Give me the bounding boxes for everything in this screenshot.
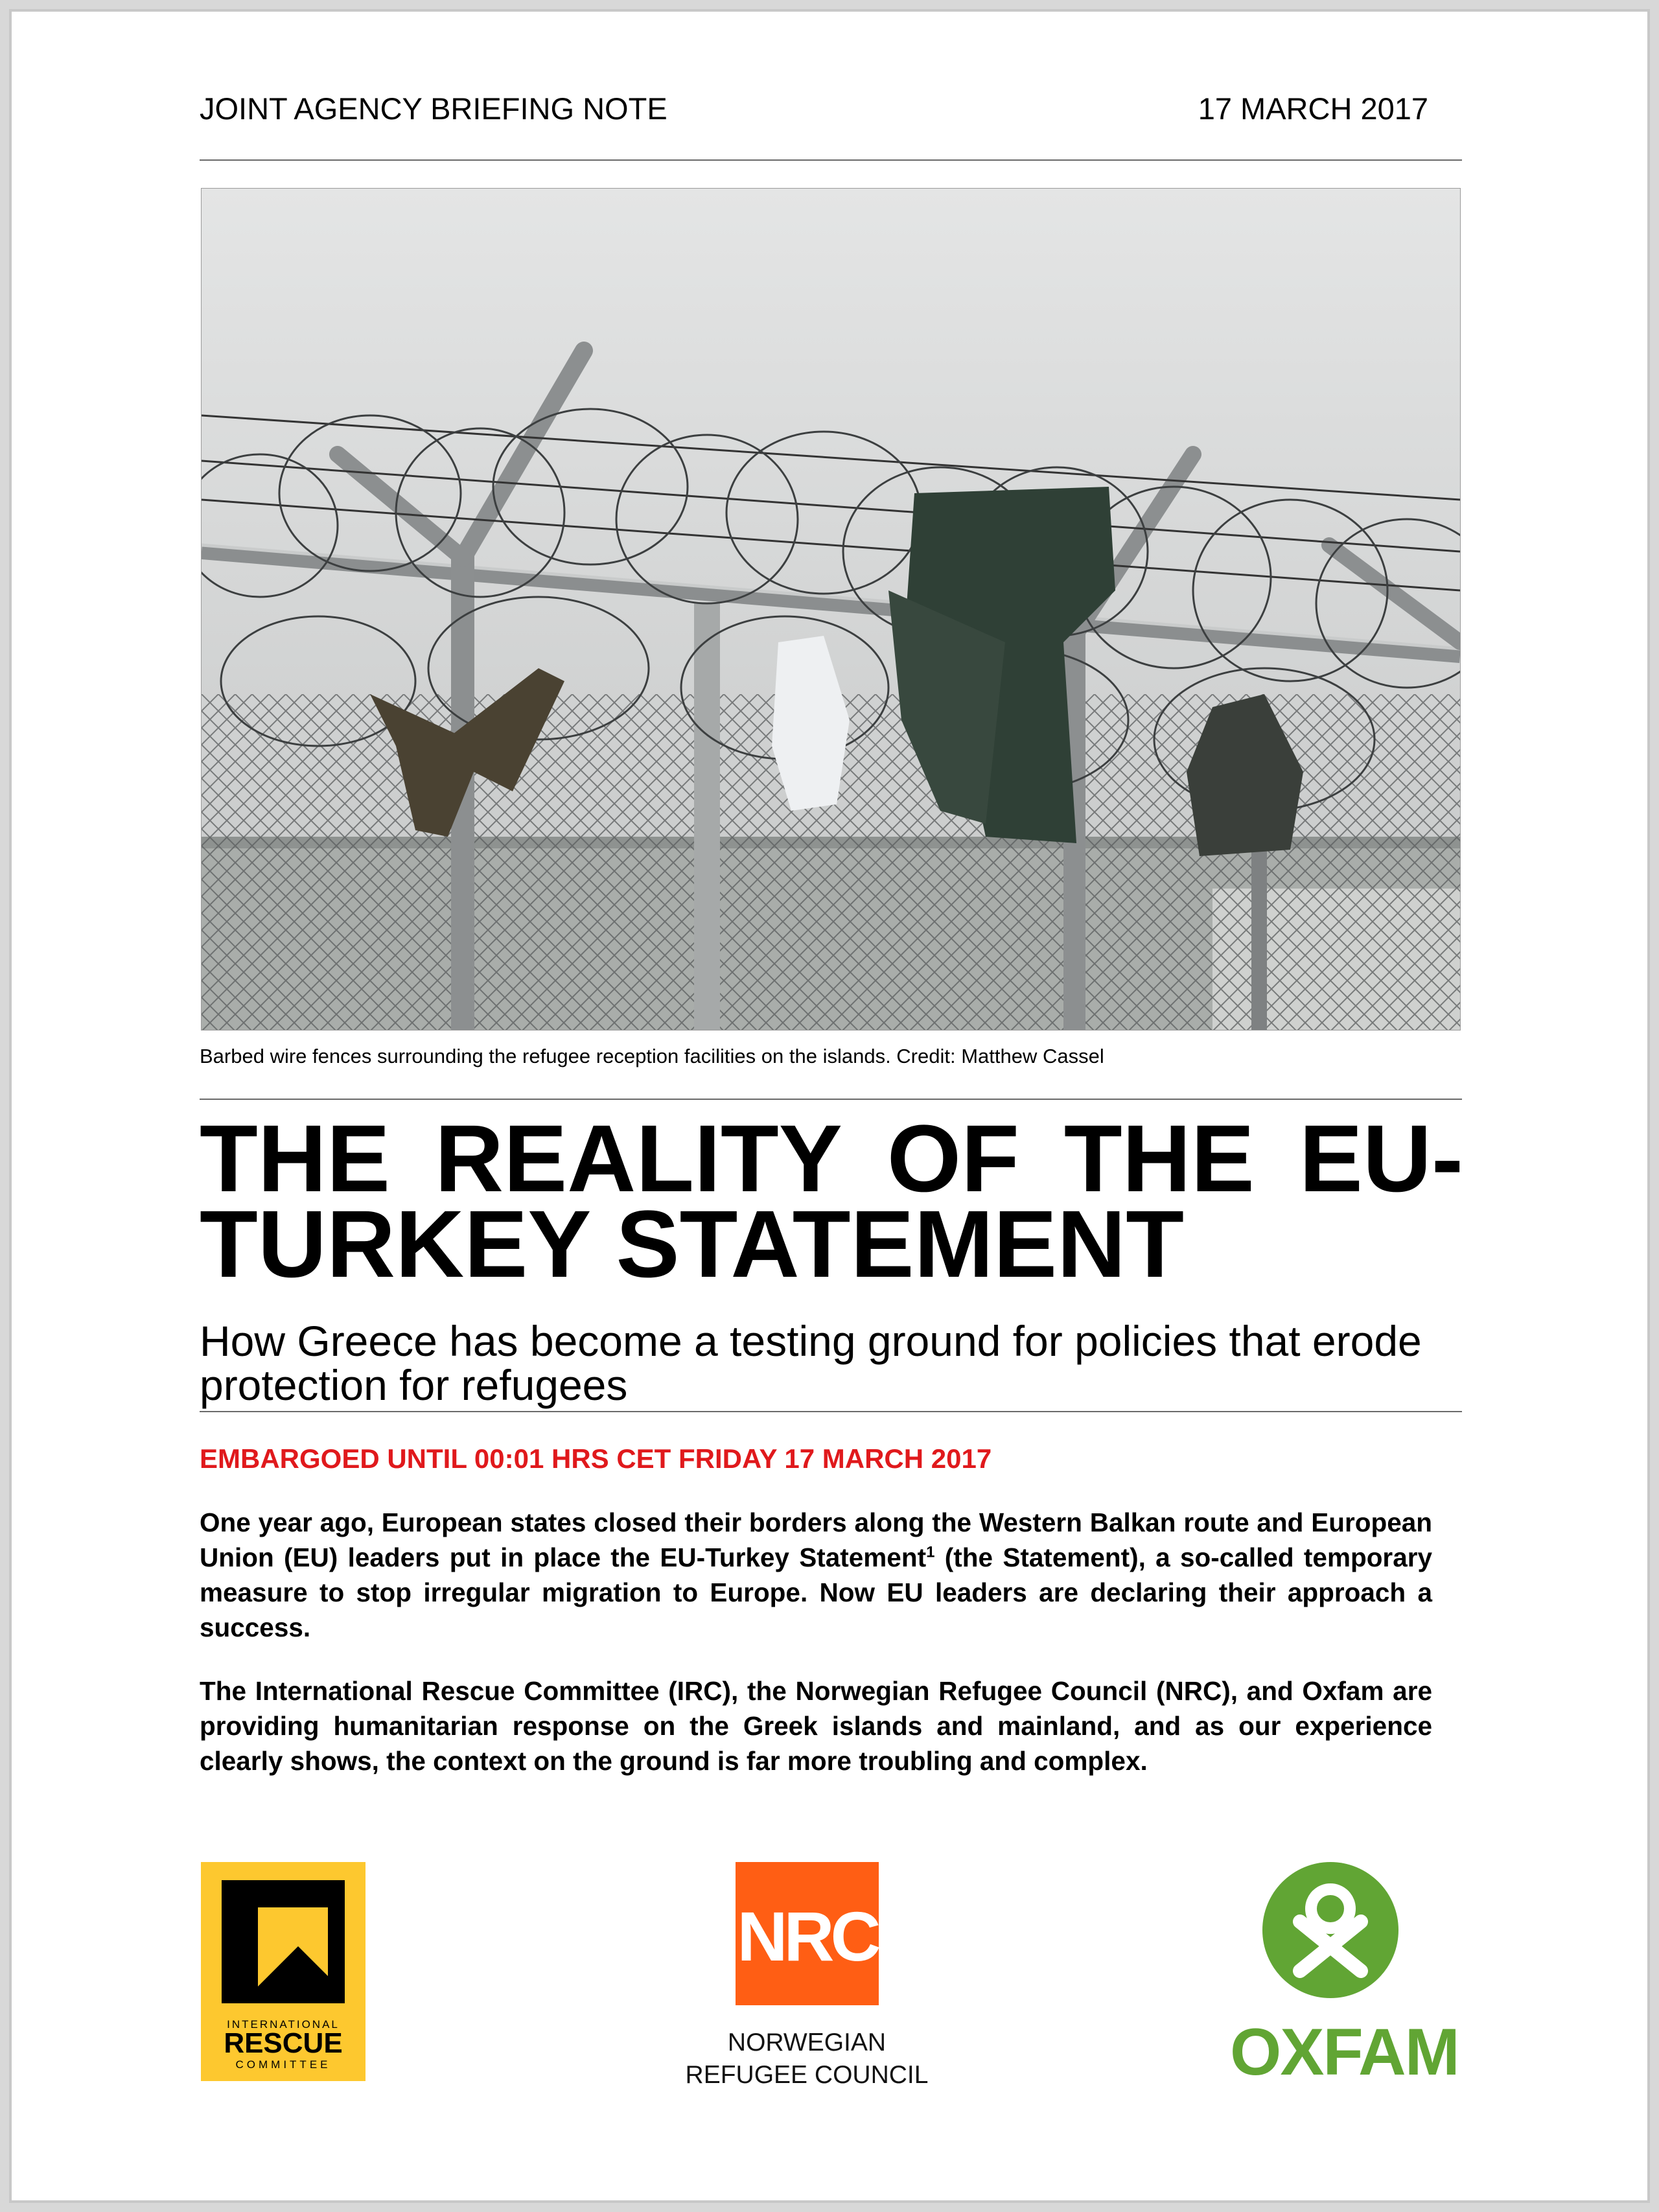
irc-logo <box>201 1862 365 2081</box>
irc-logo-line-3: COMMITTEE <box>235 2058 331 2071</box>
nrc-logo-line-2: REFUGEE COUNCIL <box>685 2061 929 2089</box>
title-word: OF <box>887 1106 1019 1212</box>
intro-paragraph-1 <box>200 1505 1432 1645</box>
header-divider <box>200 159 1462 161</box>
document-subtitle: How Greece has become a testing ground for policies that erode protection for refugees <box>200 1317 1422 1409</box>
briefing-type-label: JOINT AGENCY BRIEFING NOTE <box>200 91 667 126</box>
irc-logo-line-2: RESCUE <box>224 2027 343 2059</box>
nrc-logo-text <box>661 2027 953 2091</box>
title-word: THE <box>1063 1106 1255 1212</box>
document-title <box>200 1106 1463 1298</box>
subtitle-divider <box>200 1411 1462 1412</box>
irc-logo-line-1: INTERNATIONAL <box>227 2018 340 2031</box>
cover-photo <box>201 188 1461 1030</box>
nrc-logo-mark <box>736 1862 879 2005</box>
photo-caption: Barbed wire fences surrounding the refugee reception facilities on the islands. Credit: Matthew Cassel <box>200 1045 1104 1067</box>
title-line-2: TURKEY STATEMENT <box>200 1191 1185 1298</box>
nrc-logo-line-1: NORWEGIAN <box>727 2029 887 2056</box>
title-word: THE <box>200 1106 390 1212</box>
oxfam-logo-icon <box>1262 1862 1398 1998</box>
title-word: EU- <box>1299 1106 1463 1212</box>
title-word: REALITY <box>434 1106 842 1212</box>
intro-paragraph-1-text-cont: (the Statement), a so-called temporary measure to stop irregular migration to Europe. Now EU leaders are declaring their approach a success. <box>200 1543 1432 1642</box>
title-line-1 <box>200 1106 1463 1212</box>
caption-divider <box>200 1099 1462 1100</box>
publication-date: 17 MARCH 2017 <box>1198 91 1428 126</box>
intro-paragraph-2: The International Rescue Committee (IRC), the Norwegian Refugee Council (NRC), and Oxfam are providing humanitarian response on the Greek islands and mainland, and as our experience clearly shows, the context on the ground is far more troubling and complex. <box>200 1676 1432 1776</box>
nrc-logo-letters: NRC <box>737 1897 877 1975</box>
oxfam-logo-word: OXFAM <box>1230 2015 1459 2089</box>
footnote-reference[interactable]: 1 <box>926 1543 935 1561</box>
embargo-notice: EMBARGOED UNTIL 00:01 HRS CET FRIDAY 17 MARCH 2017 <box>200 1443 992 1474</box>
intro-paragraph-1-text: One year ago, European states closed their borders along the Western Balkan route and European Union (EU) leaders put in place the EU-Turkey Statement <box>200 1508 1432 1572</box>
